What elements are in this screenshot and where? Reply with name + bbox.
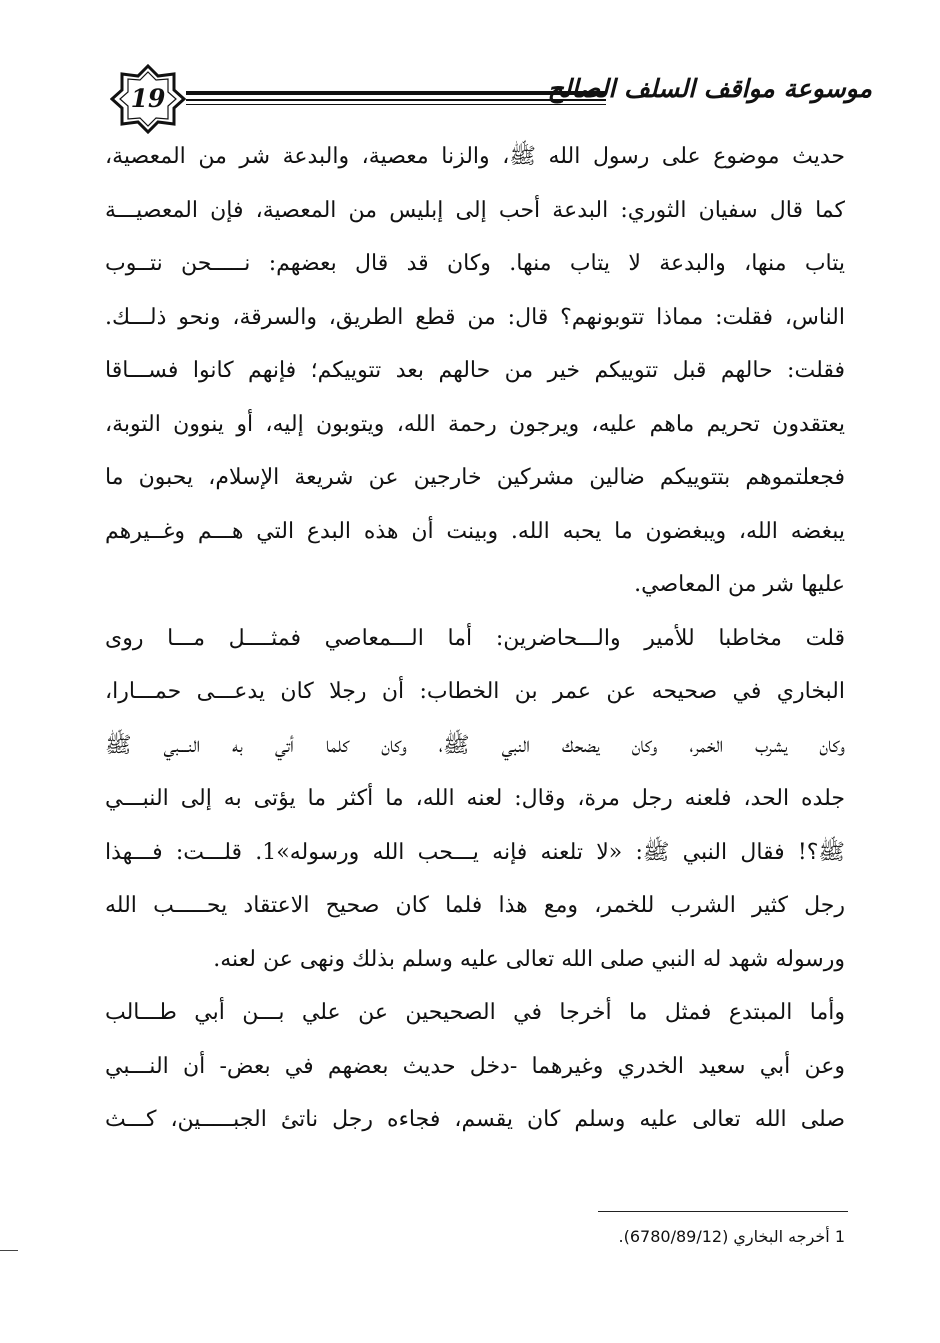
text-line: يبغضه الله، ويبغضون ما يحبه الله. وبينت أن هذه البدع التي هـــم وغــيرهم bbox=[105, 518, 845, 544]
text-line: وأما المبتدع فمثل ما أخرجا في الصحيحين عن علي بـــن أبي طـــالب bbox=[105, 1000, 845, 1025]
text-line: وعن أبي سعيد الخدري وغيرهما -دخل حديث بعضهم في بعض- أن النـــبي bbox=[105, 1053, 845, 1079]
series-title: موسوعة مواقف السلف الصالح bbox=[547, 74, 872, 103]
page-header bbox=[0, 0, 940, 140]
text-line: فجعلتموهم بتتوييكم ضالين مشركين خارجين عن شريعة الإسلام، يحبون ما bbox=[105, 465, 845, 490]
text-line: صلى الله تعالى عليه وسلم كان يقسم، فجاءه رجل ناتئ الجبـــــين، كـــث bbox=[105, 1107, 845, 1132]
header-rule bbox=[186, 99, 606, 101]
text-line: يتاب منها، والبدعة لا يتاب منها. وكان قد قال بعضهم: نـــــحن نتــوب bbox=[105, 251, 845, 276]
text-line: الناس، فقلت: مماذا تتوبونهم؟ قال: من قطع الطريق، والسرقة، ونحو ذلـــك. bbox=[105, 304, 845, 330]
text-line: حديث موضوع على رسول الله ﷺ، والزنا معصية، والبدعة شر من المعصية، bbox=[105, 144, 845, 169]
header-rule bbox=[186, 91, 606, 95]
header-rule bbox=[186, 104, 606, 105]
page-number: 19 bbox=[130, 84, 166, 113]
text-line: فقلت: حالهم قبل تتوييكم خير من حالهم بعد تتوييكم؛ فإنهم كانوا فســـاقا bbox=[105, 358, 845, 383]
text-line: البخاري في صحيحه عن عمر بن الخطاب: أن رجلا كان يدعـــى حمـــارا، bbox=[105, 679, 845, 704]
text-line: يعتقدون تحريم ماهم عليه، ويرجون رحمة الله، ويتوبون إليه، أو ينوون التوبة، bbox=[105, 411, 845, 437]
text-line: عليها شر من المعاصي. bbox=[634, 572, 845, 597]
text-line: ﷺ؟! فقال النبي ﷺ: «لا تلعنه فإنه يـــحب الله ورسوله»1. قلـــت: فـــهذا bbox=[105, 839, 845, 865]
page-number-badge bbox=[110, 64, 186, 134]
margin-mark bbox=[0, 1250, 18, 1251]
text-line: قلت مخاطبا للأمير والـــحاضرين: أما الـــمعاصي فمثــــل مـــا روى bbox=[105, 625, 845, 651]
body-text bbox=[105, 130, 845, 1147]
footnote-rule bbox=[598, 1211, 848, 1212]
text-line: ورسوله شهد له النبي صلى الله تعالى عليه وسلم بذلك ونهى عن لعنه. bbox=[213, 946, 845, 972]
text-line: جلده الحد، فلعنه رجل مرة، وقال: لعنه الله، ما أكثر ما يؤتى به إلى النبـــي bbox=[105, 786, 845, 811]
text-line: رجل كثير الشرب للخمر، ومع هذا فلما كان صحيح الاعتقاد يحـــــب الله bbox=[105, 893, 845, 918]
text-line: وكان يشرب الخمر، وكان يضحك النبي ﷺ، وكان كلما أتي به النـــبي ﷺ bbox=[105, 732, 845, 758]
footnote: 1 أخرجه البخاري (6780/89/12). bbox=[618, 1227, 845, 1246]
text-line: كما قال سفيان الثوري: البدعة أحب إلى إبليس من المعصية، فإن المعصيـــة bbox=[105, 197, 845, 223]
